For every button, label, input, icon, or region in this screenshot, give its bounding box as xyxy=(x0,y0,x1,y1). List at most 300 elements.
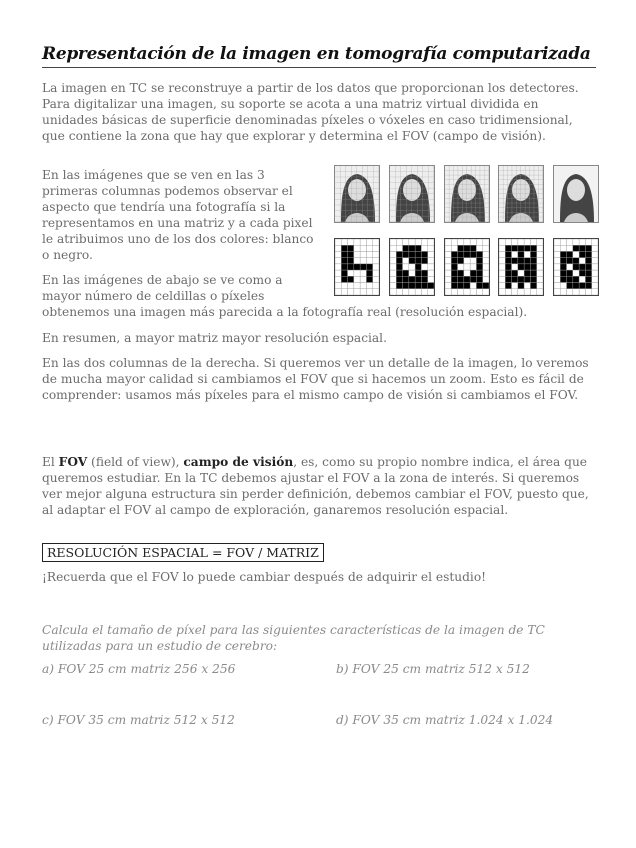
mosaic-pixel xyxy=(360,270,366,276)
mosaic-pixel xyxy=(512,245,518,251)
mosaic-pixel xyxy=(464,270,470,276)
mosaic-pixel xyxy=(560,258,566,264)
mosaic-pixel xyxy=(554,276,560,282)
mosaic-pixel xyxy=(530,239,536,245)
mosaic-pixel xyxy=(579,251,585,257)
mosaic-pixel xyxy=(499,258,505,264)
mosaic-pixel xyxy=(445,239,451,245)
mosaic-pixel xyxy=(585,270,591,276)
mosaic-pixel xyxy=(476,245,482,251)
mosaic-pixel xyxy=(354,276,360,282)
mosaic-pixel xyxy=(567,239,573,245)
mosaic-pixel xyxy=(470,258,476,264)
mosaic-pixel xyxy=(451,245,457,251)
mosaic-pixel xyxy=(415,239,421,245)
mosaic-pixel xyxy=(573,283,579,289)
mosaic-pixel xyxy=(360,264,366,270)
mosaic-pixel xyxy=(530,258,536,264)
mosaic-pixel xyxy=(499,283,505,289)
mosaic-pixel xyxy=(518,251,524,257)
mosaic-pixel xyxy=(499,251,505,257)
mosaic-pixel xyxy=(409,264,415,270)
mosaic-pixel xyxy=(476,276,482,282)
pixel-mosaic-3 xyxy=(444,238,490,296)
mosaic-pixel xyxy=(451,251,457,257)
mosaic-pixel xyxy=(354,239,360,245)
mosaic-pixel xyxy=(524,239,530,245)
mosaic-pixel xyxy=(335,245,341,251)
mosaic-pixel xyxy=(341,276,347,282)
mosaic-pixel xyxy=(396,245,402,251)
mosaic-pixel xyxy=(505,251,511,257)
mosaic-pixel xyxy=(499,270,505,276)
mosaic-pixel xyxy=(505,270,511,276)
portrait-photo-grid-3 xyxy=(444,165,490,223)
mosaic-pixel xyxy=(585,245,591,251)
mosaic-pixel xyxy=(537,283,543,289)
mosaic-pixel xyxy=(428,264,434,270)
mosaic-pixel xyxy=(390,245,396,251)
paragraph-matrix: En las imágenes que se ven en las 3 primeras columnas podemos observar el aspecto que tendría una fotografía si la representamos en una matriz y a cada pixel le atribuimos uno de los dos colores: blanco o negro. xyxy=(42,168,314,262)
mosaic-pixel xyxy=(373,239,379,245)
mosaic-pixel xyxy=(524,245,530,251)
mosaic-pixel xyxy=(554,270,560,276)
mosaic-pixel xyxy=(373,258,379,264)
mosaic-pixel xyxy=(483,264,489,270)
mosaic-pixel xyxy=(458,239,464,245)
mosaic-pixel xyxy=(415,264,421,270)
mosaic-pixel xyxy=(464,283,470,289)
mosaic-pixel xyxy=(360,245,366,251)
mosaic-pixel xyxy=(573,276,579,282)
mosaic-pixel xyxy=(415,283,421,289)
mosaic-pixel xyxy=(409,270,415,276)
mosaic-pixel xyxy=(470,239,476,245)
mosaic-pixel xyxy=(592,258,598,264)
paragraph-cells-cont: obtenemos una imagen más parecida a la fotografía real (resolución espacial). xyxy=(42,305,528,319)
mosaic-pixel xyxy=(464,264,470,270)
mosaic-pixel xyxy=(567,276,573,282)
mosaic-pixel xyxy=(445,270,451,276)
mosaic-pixel xyxy=(415,276,421,282)
mosaic-pixel xyxy=(403,239,409,245)
mosaic-pixel xyxy=(464,276,470,282)
mosaic-pixel xyxy=(428,239,434,245)
mosaic-pixel xyxy=(579,283,585,289)
mosaic-pixel xyxy=(396,258,402,264)
mosaic-pixel xyxy=(592,270,598,276)
mosaic-pixel xyxy=(554,251,560,257)
mosaic-pixel xyxy=(415,251,421,257)
mosaic-pixel xyxy=(499,276,505,282)
mosaic-pixel xyxy=(592,245,598,251)
mosaic-pixel xyxy=(335,276,341,282)
mosaic-pixel xyxy=(458,276,464,282)
mosaic-pixel xyxy=(445,264,451,270)
mosaic-pixel xyxy=(373,245,379,251)
pixel-mosaic-5 xyxy=(553,238,599,296)
mosaic-pixel xyxy=(373,270,379,276)
mosaic-pixel xyxy=(445,276,451,282)
mosaic-pixel xyxy=(341,289,347,295)
mosaic-pixel xyxy=(373,283,379,289)
reminder-text: ¡Recuerda que el FOV lo puede cambiar después de adquirir el estudio! xyxy=(42,570,487,584)
mosaic-pixel xyxy=(415,245,421,251)
mosaic-pixel xyxy=(554,264,560,270)
mosaic-pixel xyxy=(537,245,543,251)
mosaic-pixel xyxy=(567,245,573,251)
mosaic-pixel xyxy=(366,251,372,257)
mosaic-pixel xyxy=(483,258,489,264)
mosaic-pixel xyxy=(567,258,573,264)
mosaic-pixel xyxy=(524,264,530,270)
mosaic-pixel xyxy=(403,264,409,270)
mosaic-pixel xyxy=(445,258,451,264)
portrait-photo-grid-4 xyxy=(498,165,544,223)
mosaic-pixel xyxy=(458,251,464,257)
mosaic-pixel xyxy=(560,289,566,295)
mosaic-pixel xyxy=(366,258,372,264)
mosaic-pixel xyxy=(341,264,347,270)
mosaic-pixel xyxy=(335,264,341,270)
mosaic-pixel xyxy=(390,276,396,282)
mosaic-pixel xyxy=(470,283,476,289)
mosaic-pixel xyxy=(409,239,415,245)
mosaic-pixel xyxy=(415,289,421,295)
mosaic-pixel xyxy=(579,264,585,270)
mosaic-pixel xyxy=(573,289,579,295)
mosaic-pixel xyxy=(573,251,579,257)
mosaic-pixel xyxy=(483,289,489,295)
mosaic-pixel xyxy=(348,245,354,251)
mosaic-pixel xyxy=(530,276,536,282)
mosaic-pixel xyxy=(373,264,379,270)
mosaic-pixel xyxy=(499,239,505,245)
mosaic-pixel xyxy=(554,239,560,245)
mosaic-pixel xyxy=(458,258,464,264)
mosaic-pixel xyxy=(512,258,518,264)
mosaic-pixel xyxy=(505,264,511,270)
formula-box: RESOLUCIÓN ESPACIAL = FOV / MATRIZ xyxy=(42,543,324,562)
mosaic-pixel xyxy=(579,270,585,276)
mosaic-pixel xyxy=(483,276,489,282)
mosaic-pixel xyxy=(335,251,341,257)
mosaic-pixel xyxy=(451,264,457,270)
mosaic-pixel xyxy=(464,245,470,251)
mosaic-pixel xyxy=(524,276,530,282)
mosaic-pixel xyxy=(451,239,457,245)
mosaic-pixel xyxy=(585,258,591,264)
mosaic-pixel xyxy=(403,258,409,264)
mosaic-pixel xyxy=(554,283,560,289)
mosaic-pixel xyxy=(421,270,427,276)
mosaic-pixel xyxy=(390,283,396,289)
mosaic-pixel xyxy=(483,270,489,276)
mosaic-pixel xyxy=(354,245,360,251)
mosaic-pixel xyxy=(537,239,543,245)
mosaic-pixel xyxy=(403,276,409,282)
mosaic-pixel xyxy=(348,251,354,257)
campo-term: campo de visión xyxy=(183,455,294,469)
paragraph-zoom: En las dos columnas de la derecha. Si queremos ver un detalle de la imagen, lo veremos de mucha mayor calidad si cambiamos el FOV que si hacemos un zoom. Esto es fácil de comprender: usamos más píxeles para el mismo campo de visión si cambiamos el FOV. xyxy=(42,356,589,402)
mosaic-pixel xyxy=(499,289,505,295)
mosaic-pixel xyxy=(409,251,415,257)
mosaic-pixel xyxy=(585,264,591,270)
mosaic-pixel xyxy=(445,283,451,289)
mosaic-pixel xyxy=(592,283,598,289)
mosaic-pixel xyxy=(512,264,518,270)
mosaic-pixel xyxy=(476,289,482,295)
mosaic-pixel xyxy=(592,251,598,257)
exercise-a: a) FOV 25 cm matriz 256 x 256 xyxy=(42,662,236,676)
mosaic-pixel xyxy=(341,283,347,289)
mosaic-pixel xyxy=(573,239,579,245)
mosaic-pixel xyxy=(445,245,451,251)
mosaic-pixel xyxy=(354,251,360,257)
mosaic-pixel xyxy=(560,276,566,282)
mosaic-pixel xyxy=(403,251,409,257)
mosaic-pixel xyxy=(348,283,354,289)
mosaic-pixel xyxy=(560,245,566,251)
mosaic-pixel xyxy=(341,251,347,257)
mosaic-pixel xyxy=(470,264,476,270)
mosaic-pixel xyxy=(579,289,585,295)
mosaic-pixel xyxy=(585,251,591,257)
paragraph-cells: En las imágenes de abajo se ve como a mayor número de celdillas o píxeles xyxy=(42,273,283,303)
mosaic-pixel xyxy=(483,283,489,289)
mosaic-pixel xyxy=(360,239,366,245)
mosaic-pixel xyxy=(512,276,518,282)
mosaic-pixel xyxy=(348,289,354,295)
mosaic-pixel xyxy=(537,251,543,257)
mosaic-pixel xyxy=(518,270,524,276)
mosaic-pixel xyxy=(390,239,396,245)
mosaic-pixel xyxy=(335,258,341,264)
mosaic-pixel xyxy=(537,264,543,270)
mosaic-pixel xyxy=(505,289,511,295)
exercise-d: d) FOV 35 cm matriz 1.024 x 1.024 xyxy=(336,713,554,727)
mosaic-pixel xyxy=(390,251,396,257)
mosaic-pixel xyxy=(476,239,482,245)
mosaic-pixel xyxy=(335,270,341,276)
mosaic-pixel xyxy=(585,283,591,289)
mosaic-pixel xyxy=(403,270,409,276)
mosaic-pixel xyxy=(458,264,464,270)
mosaic-pixel xyxy=(348,264,354,270)
mosaic-pixel xyxy=(470,251,476,257)
mosaic-pixel xyxy=(476,270,482,276)
mosaic-pixel xyxy=(360,276,366,282)
mosaic-pixel xyxy=(464,258,470,264)
mosaic-pixel xyxy=(499,245,505,251)
mosaic-pixel xyxy=(537,258,543,264)
mosaic-pixel xyxy=(373,289,379,295)
mosaic-pixel xyxy=(585,239,591,245)
mosaic-pixel xyxy=(409,258,415,264)
mosaic-pixel xyxy=(560,264,566,270)
mosaic-pixel xyxy=(505,283,511,289)
mosaic-pixel xyxy=(567,251,573,257)
mosaic-pixel xyxy=(390,289,396,295)
mosaic-pixel xyxy=(524,289,530,295)
mosaic-pixel xyxy=(360,258,366,264)
mosaic-pixel xyxy=(458,283,464,289)
mosaic-pixel xyxy=(512,289,518,295)
mosaic-pixel xyxy=(518,289,524,295)
mosaic-pixel xyxy=(366,289,372,295)
mosaic-pixel xyxy=(445,251,451,257)
mosaic-pixel xyxy=(366,245,372,251)
exercise-b: b) FOV 25 cm matriz 512 x 512 xyxy=(336,662,530,676)
mosaic-pixel xyxy=(360,283,366,289)
mosaic-pixel xyxy=(573,264,579,270)
mosaic-pixel xyxy=(476,258,482,264)
portrait-photo-grid-1 xyxy=(334,165,380,223)
mosaic-pixel xyxy=(403,245,409,251)
mosaic-pixel xyxy=(518,283,524,289)
mosaic-pixel xyxy=(470,289,476,295)
mosaic-pixel xyxy=(451,289,457,295)
mosaic-pixel xyxy=(512,239,518,245)
mosaic-pixel xyxy=(470,245,476,251)
mosaic-pixel xyxy=(530,245,536,251)
fov-term: FOV xyxy=(58,455,88,469)
mosaic-pixel xyxy=(505,245,511,251)
mosaic-pixel xyxy=(458,270,464,276)
mosaic-pixel xyxy=(451,283,457,289)
mosaic-pixel xyxy=(445,289,451,295)
mosaic-pixel xyxy=(505,239,511,245)
mosaic-pixel xyxy=(409,245,415,251)
mosaic-pixel xyxy=(373,251,379,257)
mosaic-pixel xyxy=(573,258,579,264)
mosaic-pixel xyxy=(415,258,421,264)
mosaic-pixel xyxy=(348,258,354,264)
mosaic-pixel xyxy=(524,270,530,276)
mosaic-pixel xyxy=(554,245,560,251)
mosaic-pixel xyxy=(409,276,415,282)
mosaic-pixel xyxy=(360,289,366,295)
mosaic-pixel xyxy=(428,276,434,282)
mosaic-pixel xyxy=(579,276,585,282)
mosaic-pixel xyxy=(524,251,530,257)
mosaic-pixel xyxy=(518,276,524,282)
mosaic-pixel xyxy=(354,283,360,289)
mosaic-pixel xyxy=(579,239,585,245)
mosaic-pixel xyxy=(428,289,434,295)
exercise-prompt: Calcula el tamaño de píxel para las siguientes características de la imagen de TC utilizadas para un estudio de cerebro: xyxy=(42,623,545,653)
mosaic-pixel xyxy=(421,264,427,270)
mosaic-pixel xyxy=(476,251,482,257)
mosaic-pixel xyxy=(458,245,464,251)
mosaic-pixel xyxy=(366,276,372,282)
mosaic-pixel xyxy=(537,270,543,276)
mosaic-pixel xyxy=(592,264,598,270)
exercise-c: c) FOV 35 cm matriz 512 x 512 xyxy=(42,713,235,727)
mosaic-pixel xyxy=(354,264,360,270)
mosaic-pixel xyxy=(567,264,573,270)
title-rule xyxy=(42,67,596,68)
mosaic-pixel xyxy=(537,276,543,282)
mosaic-pixel xyxy=(554,258,560,264)
mosaic-pixel xyxy=(470,270,476,276)
mosaic-pixel xyxy=(396,276,402,282)
mosaic-pixel xyxy=(530,270,536,276)
mosaic-pixel xyxy=(530,251,536,257)
mosaic-pixel xyxy=(360,251,366,257)
mosaic-pixel xyxy=(524,258,530,264)
mosaic-pixel xyxy=(512,251,518,257)
mosaic-pixel xyxy=(464,239,470,245)
mosaic-pixel xyxy=(428,283,434,289)
mosaic-pixel xyxy=(505,276,511,282)
mosaic-pixel xyxy=(396,283,402,289)
mosaic-pixel xyxy=(390,270,396,276)
mosaic-pixel xyxy=(403,283,409,289)
paragraph-summary: En resumen, a mayor matriz mayor resolución espacial. xyxy=(42,331,387,345)
mosaic-pixel xyxy=(409,289,415,295)
mosaic-pixel xyxy=(567,270,573,276)
mosaic-pixel xyxy=(567,283,573,289)
mosaic-pixel xyxy=(341,270,347,276)
mosaic-pixel xyxy=(524,283,530,289)
mosaic-pixel xyxy=(585,289,591,295)
mosaic-pixel xyxy=(579,258,585,264)
mosaic-pixel xyxy=(518,239,524,245)
mosaic-pixel xyxy=(579,245,585,251)
mosaic-pixel xyxy=(483,245,489,251)
mosaic-pixel xyxy=(512,270,518,276)
mosaic-pixel xyxy=(428,258,434,264)
mosaic-pixel xyxy=(530,264,536,270)
mosaic-pixel xyxy=(335,239,341,245)
mosaic-pixel xyxy=(560,270,566,276)
mosaic-pixel xyxy=(560,239,566,245)
mosaic-pixel xyxy=(396,270,402,276)
mosaic-pixel xyxy=(348,270,354,276)
mosaic-pixel xyxy=(341,258,347,264)
mosaic-pixel xyxy=(537,289,543,295)
mosaic-pixel xyxy=(592,276,598,282)
mosaic-pixel xyxy=(585,276,591,282)
mosaic-pixel xyxy=(421,283,427,289)
pixel-mosaic-2 xyxy=(389,238,435,296)
mosaic-pixel xyxy=(483,251,489,257)
mosaic-pixel xyxy=(354,258,360,264)
mosaic-pixel xyxy=(366,270,372,276)
portrait-photo xyxy=(553,165,599,223)
mosaic-pixel xyxy=(396,251,402,257)
mosaic-pixel xyxy=(518,245,524,251)
mosaic-pixel xyxy=(335,283,341,289)
paragraph-fov: El FOV (field of view), campo de visión, es, como su propio nombre indica, el área que queremos estudiar. En la TC debemos ajustar el FOV a la zona de interés. Si queremos ver mejor alguna estructura sin perder definición, debemos cambiar el FOV, puesto que, al adaptar el FOV al campo de exploración, ganaremos resolución espacial. xyxy=(42,455,589,517)
pixel-mosaic-4 xyxy=(498,238,544,296)
pixel-mosaic-1 xyxy=(334,238,380,296)
mosaic-pixel xyxy=(421,258,427,264)
mosaic-pixel xyxy=(512,283,518,289)
mosaic-pixel xyxy=(421,276,427,282)
mosaic-pixel xyxy=(390,264,396,270)
mosaic-pixel xyxy=(567,289,573,295)
mosaic-pixel xyxy=(335,289,341,295)
mosaic-pixel xyxy=(390,258,396,264)
mosaic-pixel xyxy=(499,264,505,270)
mosaic-pixel xyxy=(573,245,579,251)
mosaic-pixel xyxy=(428,251,434,257)
mosaic-pixel xyxy=(354,270,360,276)
mosaic-pixel xyxy=(530,283,536,289)
mosaic-pixel xyxy=(403,289,409,295)
